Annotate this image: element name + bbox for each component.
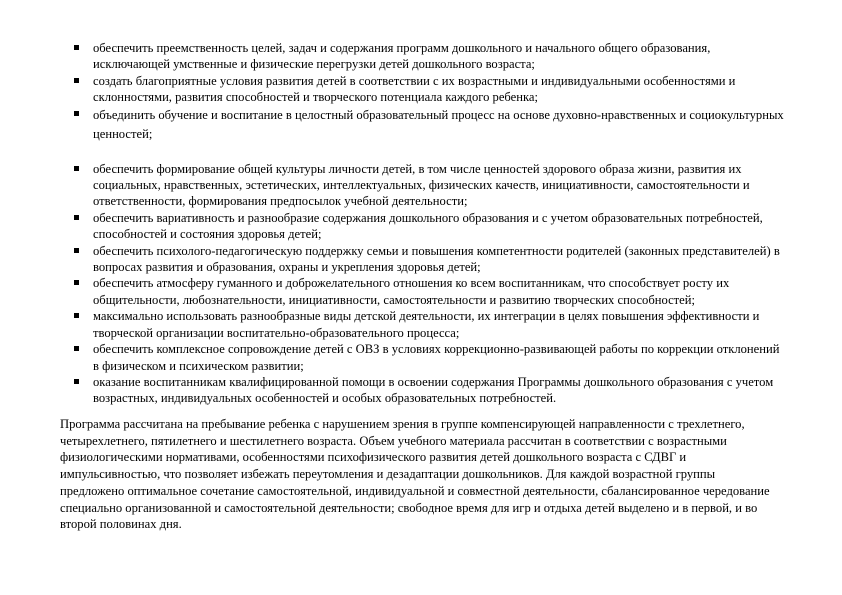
list-item-text: обеспечить вариативность и разнообразие содержания дошкольного образования и с учетом образовательных потребностей, способностей и состояния здоровья детей; bbox=[93, 210, 763, 242]
list-item-text: объединить обучение и воспитание в целостный образовательный процесс на основе духовно-нравственных и социокультурных ценностей; bbox=[93, 107, 784, 141]
list-item bbox=[74, 73, 786, 106]
list-item-text: обеспечить формирование общей культуры личности детей, в том числе ценностей здорового образа жизни, развития их социальных, нравственных, эстетических, интеллектуальных, физических качеств, инициативности, самостоятельности и ответственности, формирования предпосылок учебной деятельности; bbox=[93, 161, 750, 209]
list-item-text: оказание воспитанникам квалифицированной помощи в освоении содержания Программы дошкольного образования с учетом возрастных, индивидуальных особенностей и особых образовательных потребностей. bbox=[93, 374, 774, 406]
list-item bbox=[74, 40, 786, 73]
goals-bullet-list bbox=[74, 40, 786, 407]
square-bullet-icon bbox=[74, 313, 79, 318]
list-item-text: обеспечить комплексное сопровождение детей с ОВЗ в условиях коррекционно-развивающей работы по коррекции отклонений в физическом и психическом развитии; bbox=[93, 342, 780, 373]
program-description-paragraph: Программа рассчитана на пребывание ребенка с нарушением зрения в группе компенсирующей направленности с трехлетнего, четырехлетнего, пятилетнего и шестилетнего возраста. Объем учебного материала рассчитан в соответствии с возрастными физиологическими нормативами, особенностями психофизического развития детей дошкольного возраста с СДВГ и импульсивностью, что позволяет избежать переутомления и дезадаптации дошкольников. Для каждой возрастной группы предложено оптимальное сочетание самостоятельной, индивидуальной и совместной деятельности, сбалансированное чередование специально организованной и самостоятельной деятельности; свободное время для игр и отдыха детей выделено и в первой, и во второй половинах дня. bbox=[60, 417, 770, 532]
square-bullet-icon bbox=[74, 215, 79, 220]
list-item-text: создать благоприятные условия развития детей в соответствии с их возрастными и индивидуальными особенностями и склонностями, развития способностей и творческого потенциала каждого ребенка; bbox=[93, 73, 736, 105]
square-bullet-icon bbox=[74, 111, 79, 116]
list-item-text: обеспечить психолого-педагогическую поддержку семьи и повышения компетентности родителей (законных представителей) в вопросах развития и образования, охраны и укрепления здоровья детей; bbox=[93, 243, 780, 275]
square-bullet-icon bbox=[74, 78, 79, 83]
square-bullet-icon bbox=[74, 379, 79, 384]
square-bullet-icon bbox=[74, 166, 79, 171]
list-item bbox=[74, 106, 786, 144]
list-item bbox=[74, 210, 786, 243]
list-item-text: обеспечить атмосферу гуманного и доброжелательного отношения ко всем воспитанникам, что способствует росту их общительности, любознательности, инициативности, самостоятельности и развитию творческих способностей; bbox=[93, 276, 730, 307]
list-item bbox=[74, 243, 786, 276]
square-bullet-icon bbox=[74, 248, 79, 253]
list-item bbox=[74, 374, 786, 407]
list-item bbox=[74, 341, 786, 374]
square-bullet-icon bbox=[74, 45, 79, 50]
list-item bbox=[74, 308, 786, 341]
square-bullet-icon bbox=[74, 280, 79, 285]
list-item-text: обеспечить преемственность целей, задач и содержания программ дошкольного и начального общего образования, исключающей умственные и физические перегрузки детей дошкольного возраста; bbox=[93, 41, 711, 72]
square-bullet-icon bbox=[74, 346, 79, 351]
list-item-text: максимально использовать разнообразные виды детской деятельности, их интеграции в целях повышения эффективности и творческой организации воспитательно-образовательного процесса; bbox=[93, 309, 760, 340]
list-item bbox=[74, 275, 786, 308]
list-item bbox=[74, 161, 786, 210]
